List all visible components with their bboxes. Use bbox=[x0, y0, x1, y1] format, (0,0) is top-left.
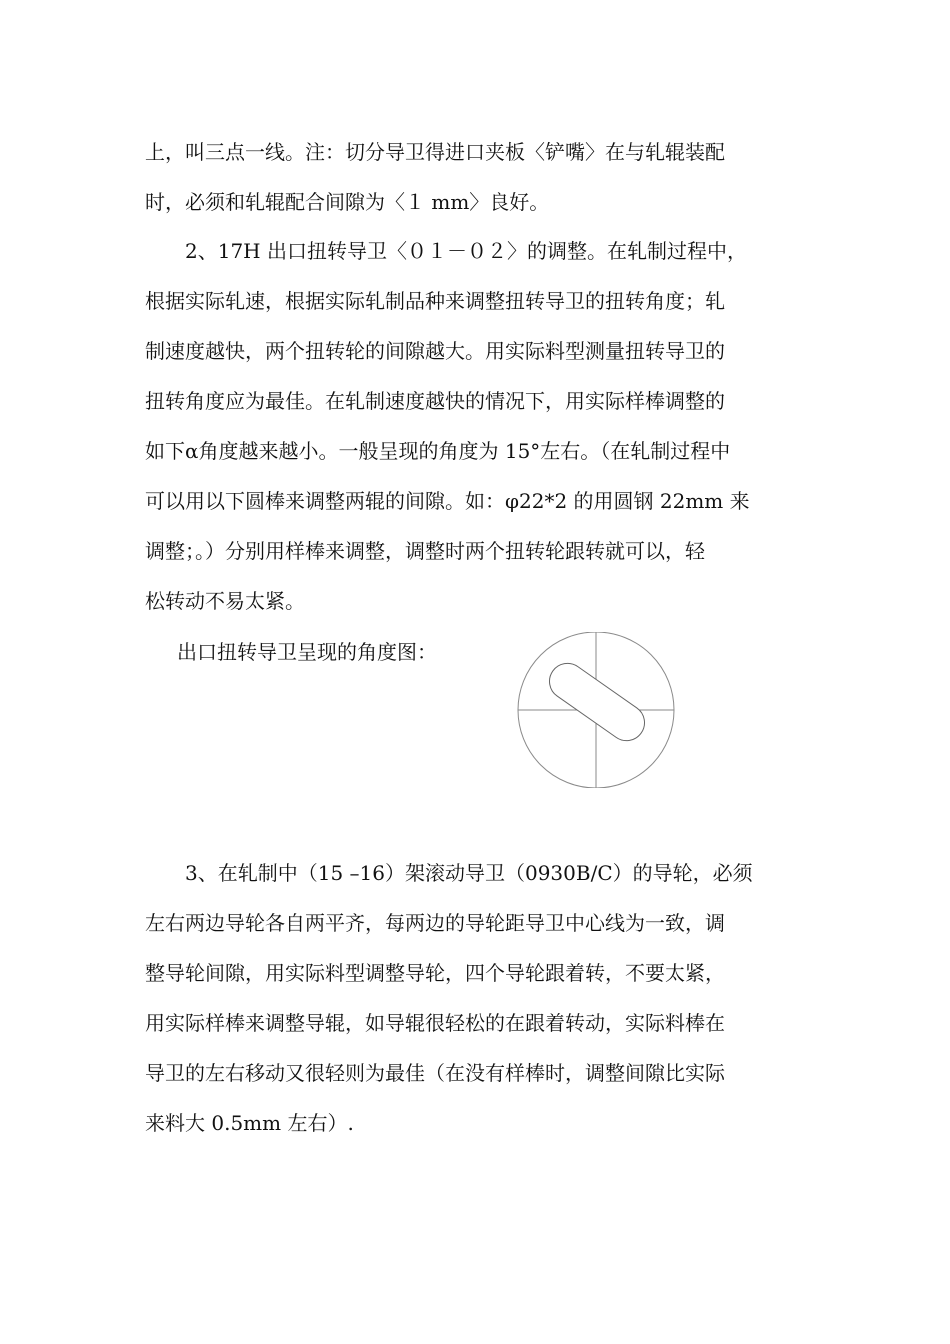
twist-roller-slot bbox=[542, 656, 651, 747]
twist-guide-angle-diagram bbox=[515, 632, 677, 788]
text-line: 左右两边导轮各自两平齐，每两边的导轮距导卫中心线为一致，调 bbox=[145, 911, 725, 935]
paragraph-3 bbox=[145, 848, 805, 1148]
figure-caption: 出口扭转导卫呈现的角度图： bbox=[177, 640, 437, 664]
text-line: 调整；。）分别用样棒来调整，调整时两个扭转轮跟转就可以，轻 bbox=[145, 539, 705, 563]
paragraph-2 bbox=[145, 226, 805, 626]
text-line: 导卫的左右移动又很轻则为最佳（在没有样棒时，调整间隙比实际 bbox=[145, 1061, 725, 1085]
angle-diagram-svg bbox=[515, 632, 677, 788]
figure-caption-paragraph bbox=[145, 627, 805, 677]
paragraph-1 bbox=[145, 127, 805, 227]
text-line: 整导轮间隙，用实际料型调整导轮，四个导轮跟着转，不要太紧， bbox=[145, 961, 725, 985]
text-line: 扭转角度应为最佳。在轧制速度越快的情况下，用实际样棒调整的 bbox=[145, 389, 725, 413]
text-line: 时，必须和轧辊配合间隙为〈１ mm〉良好。 bbox=[145, 190, 550, 214]
text-line: 来料大 0.5mm 左右）. bbox=[145, 1111, 354, 1135]
text-line: 如下α角度越来越小。一般呈现的角度为 15°左右。（在轧制过程中 bbox=[145, 439, 731, 463]
text-line: 3、在轧制中（15 –16）架滚动导卫（0930B/C）的导轮，必须 bbox=[185, 861, 753, 885]
text-line: 制速度越快，两个扭转轮的间隙越大。用实际料型测量扭转导卫的 bbox=[145, 339, 725, 363]
text-line: 用实际样棒来调整导辊，如导辊很轻松的在跟着转动，实际料棒在 bbox=[145, 1011, 725, 1035]
text-line: 根据实际轧速，根据实际轧制品种来调整扭转导卫的扭转角度；轧 bbox=[145, 289, 725, 313]
text-line: 2、17H 出口扭转导卫〈０１－０２〉的调整。在轧制过程中， bbox=[185, 239, 747, 263]
text-line: 可以用以下圆棒来调整两辊的间隙。如：φ22*2 的用圆钢 22mm 来 bbox=[145, 489, 750, 513]
text-line: 上，叫三点一线。注：切分导卫得进口夹板〈铲嘴〉在与轧辊装配 bbox=[145, 140, 725, 164]
text-line: 松转动不易太紧。 bbox=[145, 589, 305, 613]
